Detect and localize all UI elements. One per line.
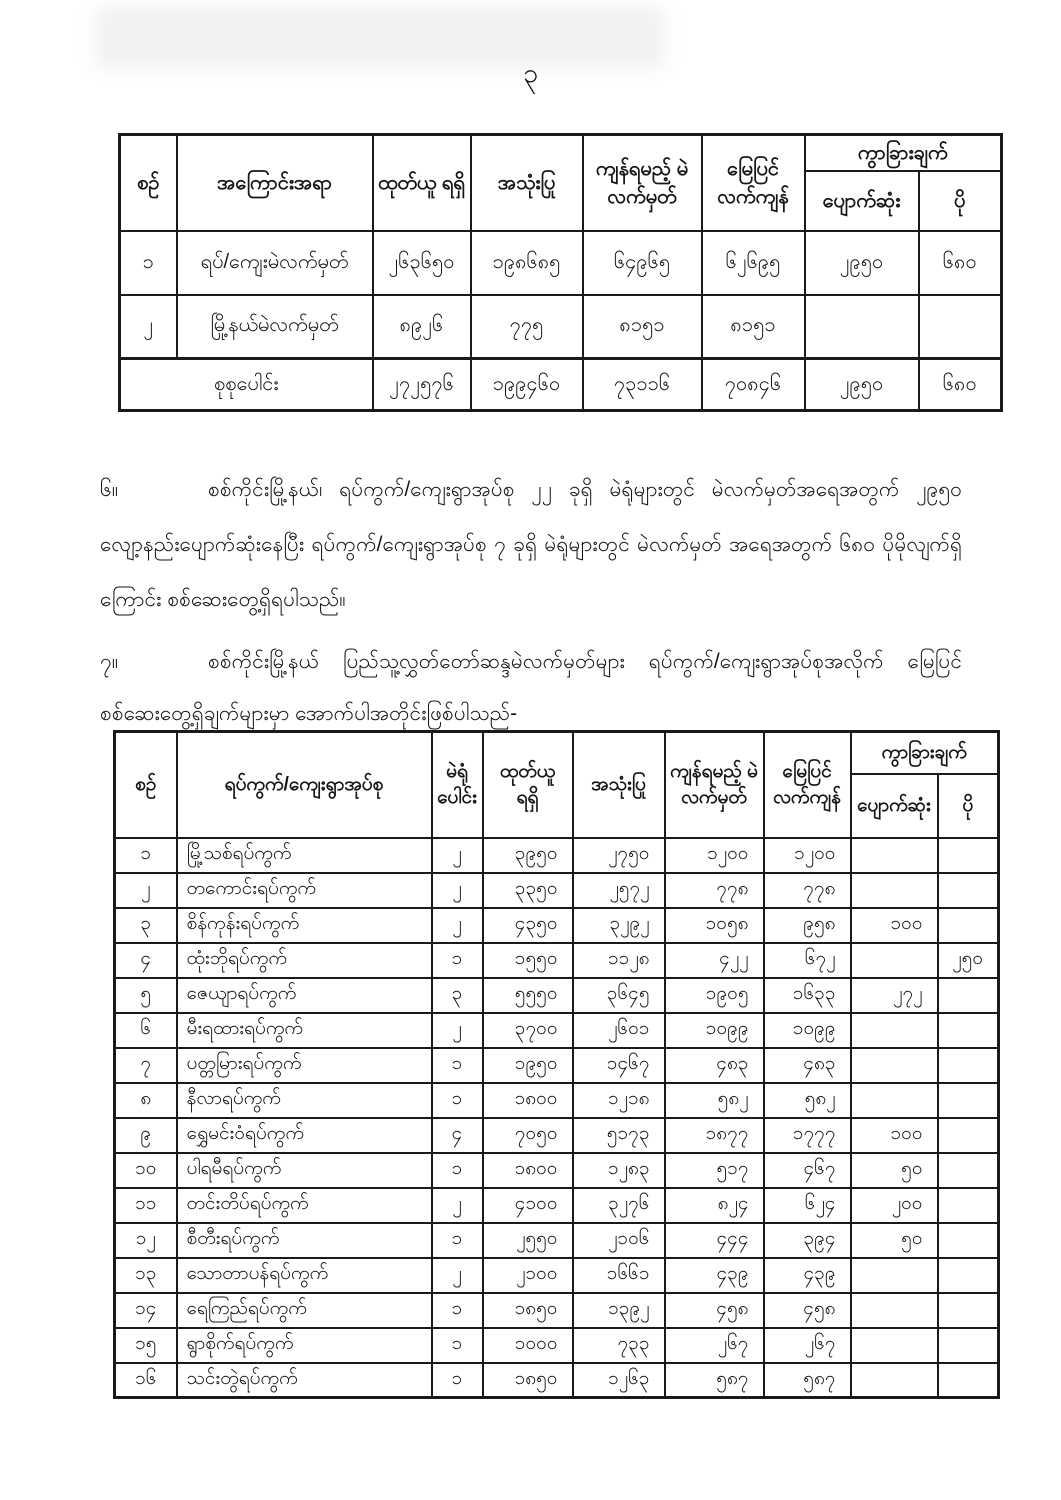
cell-expected-remaining: ၄၈၃ [665, 1048, 764, 1083]
cell-issued: ၃၇၀၀ [483, 1013, 573, 1048]
header-polling-stations: မဲရုံ ပေါင်း [432, 732, 483, 838]
cell-serial: ၄ [115, 943, 177, 978]
cell-serial: ၁၆ [115, 1363, 177, 1398]
cell-used: ၃၆၄၅ [573, 978, 665, 1013]
cell-polling-stations: ၁ [432, 943, 483, 978]
cell-ward-name: တင်းတိပ်ရပ်ကွက် [177, 1188, 432, 1223]
cell-surplus [938, 908, 999, 943]
header-ground-balance: မြေပြင် လက်ကျန် [764, 732, 851, 838]
cell-expected-remaining: ၄၅၈ [665, 1293, 764, 1328]
cell-expected-remaining: ၄၄၄ [665, 1223, 764, 1258]
cell-ground-balance: ၆၂၆၉၅ [702, 231, 805, 295]
cell-surplus [938, 1048, 999, 1083]
cell-total-label: စုစုပေါင်း [120, 359, 373, 411]
cell-surplus [938, 1083, 999, 1118]
cell-lost: ၁၀၀ [851, 1118, 938, 1153]
cell-used: ၇၃၃ [573, 1328, 665, 1363]
cell-serial: ၁၁ [115, 1188, 177, 1223]
cell-issued: ၂၆၃၆၅၀ [373, 231, 471, 295]
table-row [115, 1118, 999, 1153]
cell-polling-stations: ၂ [432, 873, 483, 908]
cell-expected-remaining: ၄၂၂ [665, 943, 764, 978]
cell-issued: ၁၀၀၀ [483, 1328, 573, 1363]
header-difference: ကွာခြားချက် [805, 135, 1002, 171]
cell-serial: ၇ [115, 1048, 177, 1083]
cell-used: ၁၁၂၈ [573, 943, 665, 978]
header-ward: ရပ်ကွက်/ကျေးရွာအုပ်စု [177, 732, 432, 838]
paragraph-6 [100, 462, 962, 627]
cell-ground-balance: ၄၈၃ [764, 1048, 851, 1083]
cell-ward-name: ရွှေမင်းဝံရပ်ကွက် [177, 1118, 432, 1153]
cell-ground-balance: ၈၁၅၁ [702, 295, 805, 359]
header-used: အသုံးပြု [471, 135, 583, 231]
cell-surplus [938, 1328, 999, 1363]
cell-lost: ၁၀၀ [851, 908, 938, 943]
cell-ward-name: နီလာရပ်ကွက် [177, 1083, 432, 1118]
cell-used: ၁၉၈၆၈၅ [471, 231, 583, 295]
cell-ward-name: ပါရမီရပ်ကွက် [177, 1153, 432, 1188]
cell-expected-remaining: ၅၈၇ [665, 1363, 764, 1398]
cell-surplus: ၆၈၀ [919, 231, 1002, 295]
paragraph-7-number: ၇။ [100, 650, 119, 673]
cell-expected-remaining: ၇၃၁၁၆ [583, 359, 702, 411]
cell-serial: ၂ [120, 295, 177, 359]
cell-used: ၁၃၉၂ [573, 1293, 665, 1328]
cell-issued: ၄၃၅၀ [483, 908, 573, 943]
cell-lost [805, 295, 919, 359]
header-lost: ပျောက်ဆုံး [805, 171, 919, 231]
cell-ward-name: ရွာစိုက်ရပ်ကွက် [177, 1328, 432, 1363]
header-subject: အကြောင်းအရာ [177, 135, 373, 231]
cell-polling-stations: ၁ [432, 1363, 483, 1398]
cell-serial: ၁၄ [115, 1293, 177, 1328]
header-no: စဉ် [120, 135, 177, 231]
cell-lost: ၅၀ [851, 1153, 938, 1188]
cell-issued: ၃၉၅၀ [483, 838, 573, 873]
cell-ward-name: သင်းတွဲရပ်ကွက် [177, 1363, 432, 1398]
cell-surplus: ၂၅၀ [938, 943, 999, 978]
cell-polling-stations: ၁ [432, 1048, 483, 1083]
cell-polling-stations: ၂ [432, 1188, 483, 1223]
paragraph-6-text: စစ်ကိုင်းမြို့နယ်၊ ရပ်ကွက်/ကျေးရွာအုပ်စု ၂၂ ခုရှိ မဲရုံများတွင် မဲလက်မှတ်အရေအတွက် ၂၉၅၀ လျော့နည်းပျောက်ဆုံးနေပြီး ရပ်ကွက်/ကျေးရွာအုပ်စု ၇ ခုရှိ မဲရုံများတွင် မဲလက်မှတ် အရေအတွက် ၆၈၀ ပိုမိုလျက်ရှိကြောင်း စစ်ဆေးတွေ့ရှိရပါသည်။ [100, 478, 962, 611]
cell-lost: ၅၀ [851, 1223, 938, 1258]
cell-lost [851, 838, 938, 873]
cell-serial: ၅ [115, 978, 177, 1013]
cell-surplus [938, 1118, 999, 1153]
cell-ground-balance: ၄၆၇ [764, 1153, 851, 1188]
cell-ward-name: ရေကြည်ရပ်ကွက် [177, 1293, 432, 1328]
header-issued: ထုတ်ယူ ရရှိ [373, 135, 471, 231]
header-surplus: ပို [919, 171, 1002, 231]
cell-surplus [938, 1013, 999, 1048]
cell-serial: ၁၅ [115, 1328, 177, 1363]
cell-issued: ၈၉၂၆ [373, 295, 471, 359]
cell-ground-balance: ၃၉၄ [764, 1223, 851, 1258]
cell-expected-remaining: ၇၇၈ [665, 873, 764, 908]
cell-used: ၁၂၈၃ [573, 1153, 665, 1188]
cell-used: ၂၅၇၂ [573, 873, 665, 908]
cell-used: ၅၁၇၃ [573, 1118, 665, 1153]
ward-ballot-table [113, 730, 1000, 1399]
header-expected-remaining: ကျန်ရမည့် မဲလက်မှတ် [665, 732, 764, 838]
table-row [115, 873, 999, 908]
cell-ward-name: စိန်ကုန်းရပ်ကွက် [177, 908, 432, 943]
cell-used: ၁၄၆၇ [573, 1048, 665, 1083]
table-row [115, 1083, 999, 1118]
cell-serial: ၉ [115, 1118, 177, 1153]
cell-ground-balance: ၁၀၉၉ [764, 1013, 851, 1048]
cell-expected-remaining: ၄၃၉ [665, 1258, 764, 1293]
cell-polling-stations: ၃ [432, 978, 483, 1013]
cell-ground-balance: ၅၈၂ [764, 1083, 851, 1118]
cell-issued: ၁၅၅၀ [483, 943, 573, 978]
cell-serial: ၁၃ [115, 1258, 177, 1293]
header-issued: ထုတ်ယူ ရရှိ [483, 732, 573, 838]
cell-surplus [919, 295, 1002, 359]
cell-used: ၃၂၉၂ [573, 908, 665, 943]
cell-ground-balance: ၇၀၈၄၆ [702, 359, 805, 411]
cell-issued: ၂၁၀၀ [483, 1258, 573, 1293]
cell-used: ၃၂၇၆ [573, 1188, 665, 1223]
paragraph-7 [100, 636, 962, 740]
cell-serial: ၈ [115, 1083, 177, 1118]
cell-serial: ၁ [120, 231, 177, 295]
cell-expected-remaining: ၈၁၅၁ [583, 295, 702, 359]
cell-lost [851, 1048, 938, 1083]
cell-ground-balance: ၇၇၈ [764, 873, 851, 908]
cell-issued: ၁၈၀၀ [483, 1083, 573, 1118]
cell-expected-remaining: ၁၂၀၀ [665, 838, 764, 873]
cell-expected-remaining: ၅၈၂ [665, 1083, 764, 1118]
header-lost: ပျောက်ဆုံး [851, 774, 938, 838]
cell-expected-remaining: ၆၄၉၆၅ [583, 231, 702, 295]
cell-polling-stations: ၂ [432, 838, 483, 873]
cell-ground-balance: ၁၆၃၃ [764, 978, 851, 1013]
cell-polling-stations: ၁ [432, 1328, 483, 1363]
cell-serial: ၃ [115, 908, 177, 943]
cell-issued: ၁၈၅၀ [483, 1293, 573, 1328]
cell-ground-balance: ၁၇၇၇ [764, 1118, 851, 1153]
cell-surplus [938, 1223, 999, 1258]
cell-serial: ၆ [115, 1013, 177, 1048]
cell-expected-remaining: ၁၀၉၉ [665, 1013, 764, 1048]
cell-ground-balance: ၂၆၇ [764, 1328, 851, 1363]
cell-lost [851, 943, 938, 978]
cell-serial: ၁၀ [115, 1153, 177, 1188]
cell-polling-stations: ၁ [432, 1153, 483, 1188]
cell-surplus [938, 978, 999, 1013]
cell-expected-remaining: ၈၂၄ [665, 1188, 764, 1223]
cell-ward-name: ဇေယျာရပ်ကွက် [177, 978, 432, 1013]
cell-issued: ၅၅၅၀ [483, 978, 573, 1013]
cell-issued: ၁၈၀၀ [483, 1153, 573, 1188]
cell-surplus [938, 838, 999, 873]
cell-ward-name: တကောင်းရပ်ကွက် [177, 873, 432, 908]
cell-subject: မြို့နယ်မဲလက်မှတ် [177, 295, 373, 359]
cell-used: ၁၆၆၁ [573, 1258, 665, 1293]
cell-ground-balance: ၁၂၀၀ [764, 838, 851, 873]
cell-lost: ၂၉၅၀ [805, 231, 919, 295]
table-row [115, 1013, 999, 1048]
cell-lost: ၂၇၂ [851, 978, 938, 1013]
cell-issued: ၁၈၅၀ [483, 1363, 573, 1398]
table-row [115, 1223, 999, 1258]
ballot-summary-table [118, 133, 1003, 412]
cell-ward-name: မြို့သစ်ရပ်ကွက် [177, 838, 432, 873]
cell-surplus [938, 1188, 999, 1223]
header-difference: ကွာခြားချက် [851, 732, 999, 774]
cell-lost [851, 1328, 938, 1363]
paragraph-7-text: စစ်ကိုင်းမြို့နယ် ပြည်သူ့လွှတ်တော်ဆန္ဒမဲလက်မှတ်များ ရပ်ကွက်/ကျေးရွာအုပ်စုအလိုက် မြေပြင်စစ်ဆေးတွေ့ရှိချက်များမှာ အောက်ပါအတိုင်းဖြစ်ပါသည်- [100, 650, 962, 725]
cell-expected-remaining: ၁၉၀၅ [665, 978, 764, 1013]
cell-issued: ၁၉၅၀ [483, 1048, 573, 1083]
table-row [120, 231, 1002, 295]
page-number: ၃ [522, 58, 539, 88]
table-row [115, 978, 999, 1013]
cell-polling-stations: ၂ [432, 908, 483, 943]
header-expected-remaining: ကျန်ရမည့် မဲလက်မှတ် [583, 135, 702, 231]
cell-serial: ၂ [115, 873, 177, 908]
cell-polling-stations: ၂ [432, 1258, 483, 1293]
paragraph-6-number: ၆။ [100, 478, 119, 501]
cell-ground-balance: ၅၈၇ [764, 1363, 851, 1398]
cell-ward-name: ပတ္တမြားရပ်ကွက် [177, 1048, 432, 1083]
cell-issued: ၃၃၅၀ [483, 873, 573, 908]
cell-issued: ၂၇၂၅၇၆ [373, 359, 471, 411]
header-no: စဉ် [115, 732, 177, 838]
cell-lost [851, 1013, 938, 1048]
cell-lost [851, 1258, 938, 1293]
cell-used: ၇၇၅ [471, 295, 583, 359]
cell-lost [851, 873, 938, 908]
cell-expected-remaining: ၁၈၇၇ [665, 1118, 764, 1153]
header-used: အသုံးပြု [573, 732, 665, 838]
cell-surplus [938, 1153, 999, 1188]
cell-used: ၂၇၅၀ [573, 838, 665, 873]
cell-used: ၁၂၆၃ [573, 1363, 665, 1398]
cell-lost [851, 1293, 938, 1328]
table-row [115, 1328, 999, 1363]
table-row [115, 1048, 999, 1083]
cell-polling-stations: ၁ [432, 1083, 483, 1118]
cell-ward-name: မီးရထားရပ်ကွက် [177, 1013, 432, 1048]
cell-ground-balance: ၄၅၈ [764, 1293, 851, 1328]
cell-ground-balance: ၆၂၄ [764, 1188, 851, 1223]
cell-subject: ရပ်/ကျေးမဲလက်မှတ် [177, 231, 373, 295]
cell-expected-remaining: ၁၀၅၈ [665, 908, 764, 943]
cell-used: ၂၁၀၆ [573, 1223, 665, 1258]
header-ground-balance: မြေပြင် လက်ကျန် [702, 135, 805, 231]
cell-ground-balance: ၄၃၉ [764, 1258, 851, 1293]
cell-surplus: ၆၈၀ [919, 359, 1002, 411]
cell-ward-name: ထုံးဘိုရပ်ကွက် [177, 943, 432, 978]
cell-polling-stations: ၁ [432, 1223, 483, 1258]
cell-ward-name: စီတီးရပ်ကွက် [177, 1223, 432, 1258]
table-row [115, 1363, 999, 1398]
cell-ground-balance: ၆၇၂ [764, 943, 851, 978]
cell-serial: ၁ [115, 838, 177, 873]
table-row [115, 1153, 999, 1188]
cell-used: ၂၆၀၁ [573, 1013, 665, 1048]
cell-lost [851, 1363, 938, 1398]
cell-ground-balance: ၉၅၈ [764, 908, 851, 943]
header-surplus: ပို [938, 774, 999, 838]
table-row [115, 908, 999, 943]
cell-expected-remaining: ၂၆၇ [665, 1328, 764, 1363]
cell-expected-remaining: ၅၁၇ [665, 1153, 764, 1188]
cell-issued: ၂၅၅၀ [483, 1223, 573, 1258]
cell-lost [851, 1083, 938, 1118]
cell-surplus [938, 1363, 999, 1398]
cell-issued: ၇၀၅၀ [483, 1118, 573, 1153]
cell-surplus [938, 1258, 999, 1293]
table-row [115, 1258, 999, 1293]
table-row [115, 1293, 999, 1328]
cell-polling-stations: ၁ [432, 1293, 483, 1328]
cell-ward-name: သောတာပန်ရပ်ကွက် [177, 1258, 432, 1293]
cell-polling-stations: ၄ [432, 1118, 483, 1153]
cell-lost: ၂၀၀ [851, 1188, 938, 1223]
table-row [115, 838, 999, 873]
total-row [120, 359, 1002, 411]
cell-used: ၁၂၁၈ [573, 1083, 665, 1118]
cell-surplus [938, 873, 999, 908]
cell-issued: ၄၁၀၀ [483, 1188, 573, 1223]
cell-surplus [938, 1293, 999, 1328]
cell-lost: ၂၉၅၀ [805, 359, 919, 411]
cell-used: ၁၉၉၄၆၀ [471, 359, 583, 411]
cell-serial: ၁၂ [115, 1223, 177, 1258]
cell-polling-stations: ၂ [432, 1013, 483, 1048]
table-row [115, 1188, 999, 1223]
table-row [120, 295, 1002, 359]
table-row [115, 943, 999, 978]
